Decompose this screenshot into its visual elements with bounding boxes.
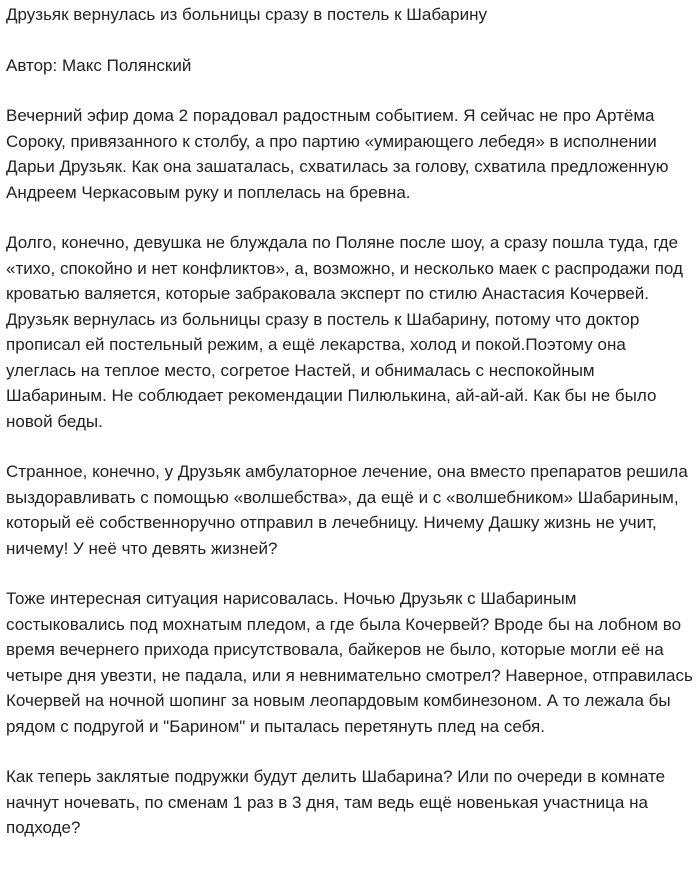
article-paragraph-5: Тоже интересная ситуация нарисовалась. Ночью Друзьяк с Шабариным состыковались под мохнатым пледом, а где была Кочервей? Вроде бы на лобном во время вечернего прихода присутствовала, байкеров не было, которые могли её на четыре дня увезти, не падала, или я невнимательно смотрел? Наверное, отправилась Кочервей на ночной шопинг за новым леопардовым комбинезоном. А то лежала бы рядом с подругой и "Барином" и пыталась перетянуть плед на себя. bbox=[6, 589, 693, 736]
article-paragraph-3: Друзьяк вернулась из больницы сразу в постель к Шабарину, потому что доктор прописал ей постельный режим, а ещё лекарства, холод и покой.Поэтому она улеглась на теплое место, согретое Настей, и обнималась с неспокойным Шабариным. Не соблюдает рекомендации Пилюлькина, ай-ай-ай. Как бы не было новой беды. bbox=[6, 309, 657, 431]
article-paragraph-1: Вечерний эфир дома 2 порадовал радостным событием. Я сейчас не про Артёма Сороку, привязанного к столбу, а про партию «умирающего лебедя» в исполнении Дарьи Друзьяк. Как она зашаталась, схватилась за голову, схватила предложенную Андреем Черкасовым руку и поплелась на бревна. bbox=[6, 106, 669, 202]
article-paragraph-4: Странное, конечно, у Друзьяк амбулаторное лечение, она вместо препаратов решила выздоравливать с помощью «волшебства», да ещё и с «волшебником» Шабариным, который её собственноручно отправил в лечебницу. Ничему Дашку жизнь не учит, ничему! У неё что девять жизней? bbox=[6, 462, 688, 558]
article-paragraph-6: Как теперь заклятые подружки будут делить Шабарина? Или по очереди в комнате начнут ночевать, по сменам 1 раз в 3 дня, там ведь ещё новенькая участница на подходе? bbox=[6, 767, 666, 837]
article-title: Друзьяк вернулась из больницы сразу в постель к Шабарину bbox=[6, 5, 487, 24]
article-paragraph-2: Долго, конечно, девушка не блуждала по Поляне после шоу, а сразу пошла туда, где «тихо, спокойно и нет конфликтов», а, возможно, и несколько маек с распродажи под кроватью валяется, которые забраковала эксперт по стилю Анастасия Кочервей. bbox=[6, 233, 683, 303]
article-author: Автор: Макс Полянский bbox=[6, 55, 192, 75]
